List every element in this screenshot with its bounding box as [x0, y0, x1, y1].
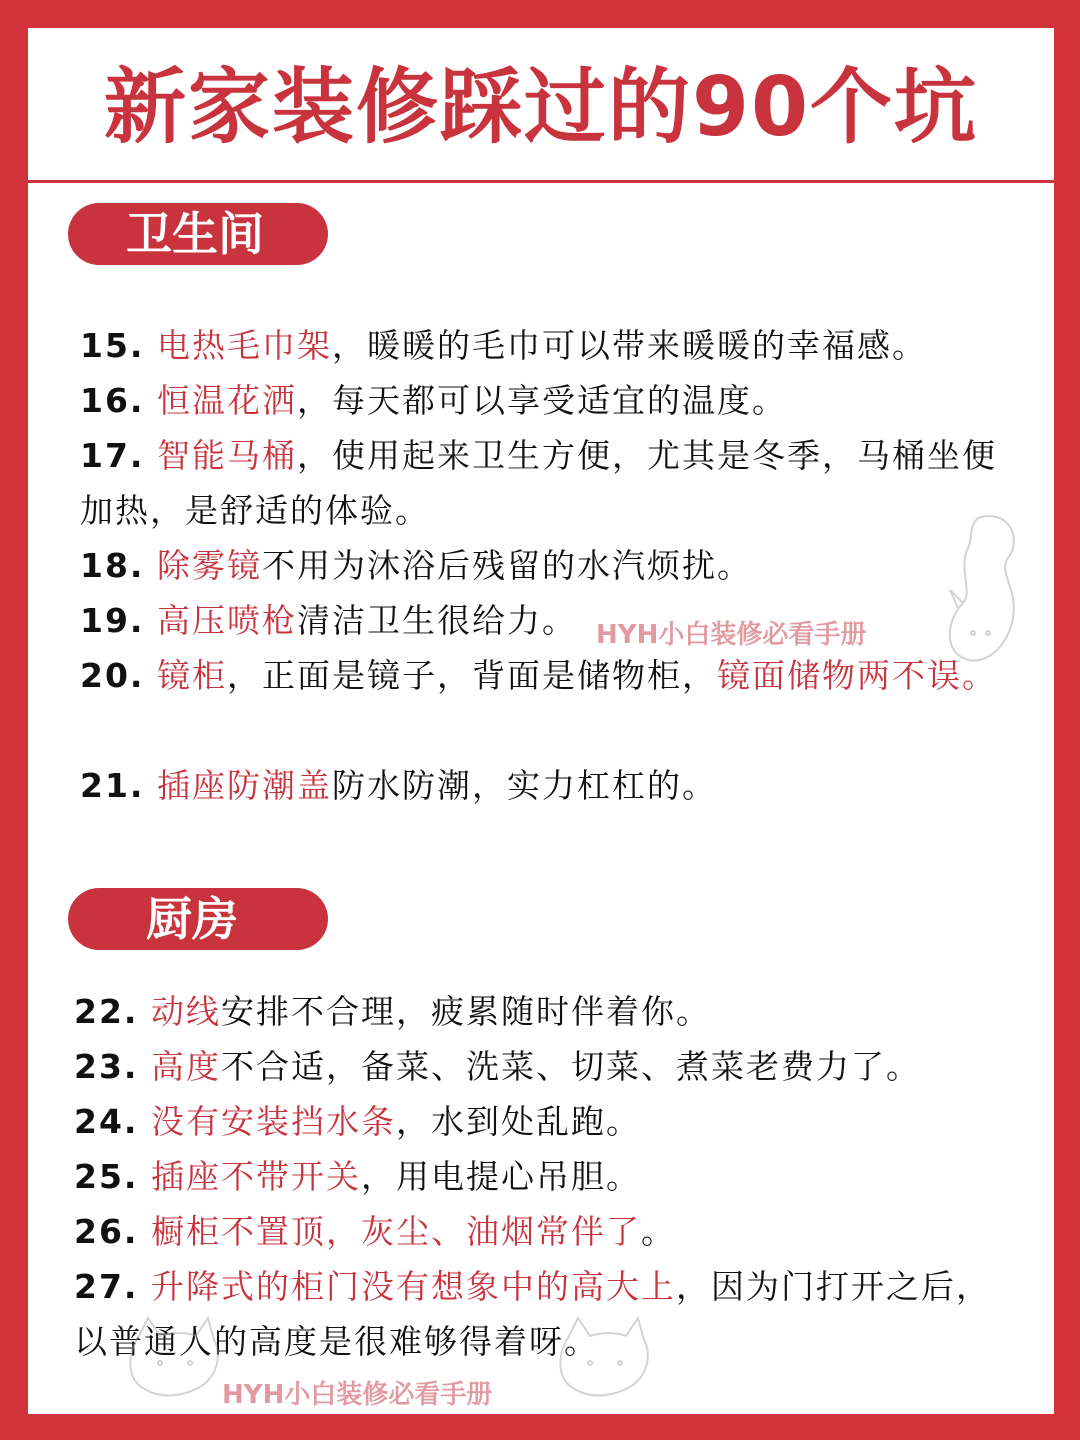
- item-highlight: 电热毛巾架: [156, 326, 332, 365]
- item-highlight: 镜柜: [156, 656, 227, 695]
- page-title: 新家装修踩过的90个坑: [103, 60, 979, 155]
- list-item: [80, 593, 1010, 648]
- item-number: 18.: [80, 546, 145, 585]
- item-highlight: 镜面储物两不误。: [716, 656, 997, 695]
- watermark-text: HYH小白装修必看手册: [222, 1380, 493, 1410]
- list-item: [74, 1039, 1010, 1094]
- item-text: 清洁卫生很给力。: [296, 601, 577, 640]
- item-highlight: 高度: [150, 1047, 221, 1086]
- item-text: ，每天都可以享受适宜的温度。: [296, 381, 787, 420]
- item-text: ，用电提心吊胆。: [360, 1157, 641, 1196]
- watermark-text: HYH小白装修必看手册: [596, 620, 867, 650]
- section-heading-kitchen: [68, 888, 328, 950]
- item-number: 16.: [80, 381, 145, 420]
- item-number: 24.: [74, 1102, 139, 1141]
- item-highlight: 除雾镜: [156, 546, 262, 585]
- item-text: ，使用起来卫生方便，尤其是冬季，马桶坐便加热，是舒适的体验。: [80, 436, 997, 530]
- list-item: [80, 318, 1010, 373]
- cat-icon: [118, 1308, 228, 1408]
- list-item: [80, 648, 1010, 703]
- item-text: 防水防潮，实力杠杠的。: [331, 766, 717, 805]
- item-highlight: 没有安装挡水条: [150, 1102, 396, 1141]
- list-item: [74, 1204, 1010, 1259]
- item-text: 安排不合理，疲累随时伴着你。: [220, 992, 711, 1031]
- item-text: ，暖暖的毛巾可以带来暖暖的幸福感。: [331, 326, 927, 365]
- item-highlight: 升降式的柜门没有想象中的高大上: [150, 1267, 676, 1306]
- item-highlight: 智能马桶: [156, 436, 297, 475]
- list-item: [74, 1094, 1010, 1149]
- item-highlight: 恒温花洒: [156, 381, 297, 420]
- list-item: [74, 1149, 1010, 1204]
- list-item: [80, 428, 1010, 538]
- list-item: [80, 758, 1010, 813]
- item-highlight: 插座不带开关: [150, 1157, 361, 1196]
- item-text: ，正面是镜子，背面是储物柜，: [226, 656, 717, 695]
- item-highlight: 高压喷枪: [156, 601, 297, 640]
- item-number: 19.: [80, 601, 145, 640]
- page: [28, 28, 1054, 1414]
- item-number: 25.: [74, 1157, 139, 1196]
- item-number: 17.: [80, 436, 145, 475]
- item-highlight: 动线: [150, 992, 221, 1031]
- item-text: ，水到处乱跑。: [395, 1102, 641, 1141]
- section-heading-label: 卫生间: [126, 207, 264, 261]
- item-number: 23.: [74, 1047, 139, 1086]
- cat-icon: [548, 1308, 658, 1408]
- list-item: [80, 373, 1010, 428]
- title-divider: [28, 180, 1054, 183]
- list-item: [80, 538, 1010, 593]
- list-item: [74, 984, 1010, 1039]
- item-text: ，因为门打开之后，以普通人的高度是很难够得着呀。: [74, 1267, 991, 1361]
- item-highlight: 橱柜不置顶，灰尘、油烟常伴了: [150, 1212, 641, 1251]
- item-text: 。: [640, 1212, 676, 1251]
- item-highlight: 插座防潮盖: [156, 766, 332, 805]
- item-text: 不用为沐浴后残留的水汽烦扰。: [261, 546, 752, 585]
- item-number: 21.: [80, 766, 145, 805]
- item-number: 20.: [80, 656, 145, 695]
- item-text: 不合适，备菜、洗菜、切菜、煮菜老费力了。: [220, 1047, 921, 1086]
- cat-icon: [928, 508, 1038, 678]
- item-number: 26.: [74, 1212, 139, 1251]
- section-heading-bathroom: [68, 203, 328, 265]
- item-number: 22.: [74, 992, 139, 1031]
- item-number: 27.: [74, 1267, 139, 1306]
- item-number: 15.: [80, 326, 145, 365]
- section-heading-label: 厨房: [146, 892, 238, 946]
